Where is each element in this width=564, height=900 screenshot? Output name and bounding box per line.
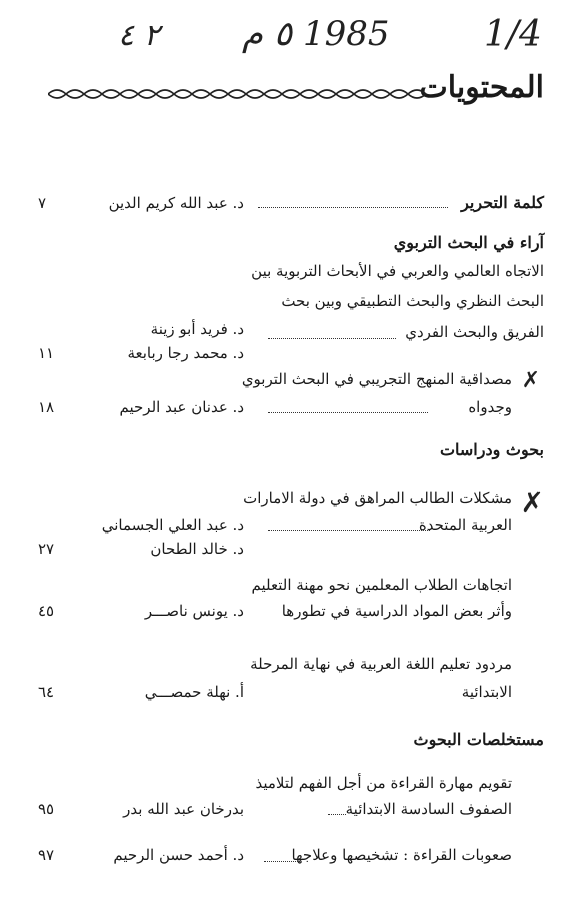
entry-title-line: مصداقية المنهج التجريبي في البحث التربوي	[241, 370, 512, 388]
leader-dots	[268, 338, 396, 339]
entry-title-line: البحث النظري والبحث التطبيقي وبين بحث	[281, 292, 544, 310]
leader-dots	[328, 814, 346, 815]
entry-title-line: تقويم مهارة القراءة من أجل الفهم لتلاميذ	[255, 774, 512, 792]
entry-title-line: اتجاهات الطلاب المعلمين نحو مهنة التعليم	[251, 576, 512, 594]
entry-author: د. يونس ناصـــر	[144, 602, 244, 620]
section-heading-abstracts: مستخلصات البحوث	[413, 730, 544, 749]
handwritten-note-right: 1/4	[484, 14, 542, 55]
entry-title-line: الاتجاه العالمي والعربي في الأبحاث التربوية بين	[251, 262, 544, 280]
entry-page-number: ٦٤	[38, 683, 55, 701]
handwritten-note-middle: 1985 ٥ م	[242, 14, 390, 54]
section-heading-research: بحوث ودراسات	[439, 440, 544, 459]
entry-title-line: الصفوف السادسة الابتدائية	[345, 800, 512, 818]
section-heading-editorial: كلمة التحرير	[461, 193, 544, 212]
leader-dots	[258, 207, 448, 208]
entry-title-line: وجدواه	[468, 398, 512, 416]
leader-dots	[268, 530, 430, 531]
entry-author: د. عدنان عبد الرحيم	[119, 398, 244, 416]
handwritten-x-mark: ✗	[521, 368, 540, 393]
entry-author: د. محمد رجا ربابعة	[127, 344, 244, 362]
entry-title-line: العربية المتحدة	[418, 516, 512, 534]
entry-page-number: ٩٧	[38, 846, 55, 864]
entry-page-number: ٤٥	[38, 602, 55, 620]
entry-title-line: صعوبات القراءة : تشخيصها وعلاجها	[291, 846, 512, 864]
entry-author: د. عبد الله كريم الدين	[108, 194, 244, 212]
entry-page-number: ٧	[38, 194, 47, 212]
entry-author: د. فريد أبو زينة	[150, 320, 244, 338]
handwritten-note-left: ٢ ٤	[118, 18, 160, 53]
section-heading-opinions: آراء في البحث التربوي	[393, 233, 544, 252]
entry-author: د. أحمد حسن الرحيم	[113, 846, 244, 864]
leader-dots	[264, 861, 300, 862]
entry-title-line: الابتدائية	[461, 683, 512, 701]
entry-title-line: مردود تعليم اللغة العربية في نهاية المرحلة	[250, 655, 512, 673]
entry-title-line: مشكلات الطالب المراهق في دولة الامارات	[243, 489, 512, 507]
entry-page-number: ٩٥	[38, 800, 55, 818]
entry-title-line: وأثر بعض المواد الدراسية في تطورها	[281, 602, 512, 620]
entry-author: د. خالد الطحان	[150, 540, 244, 558]
entry-title-line: الفريق والبحث الفردي	[405, 323, 544, 341]
entry-page-number: ١٨	[38, 398, 55, 416]
entry-author: بدرخان عبد الله بدر	[123, 800, 244, 818]
entry-author: أ. نهلة حمصـــي	[144, 683, 244, 701]
entry-page-number: ١١	[38, 344, 55, 362]
entry-author: د. عبد العلي الجسماني	[101, 516, 244, 534]
handwritten-x-mark: ✗	[520, 486, 544, 519]
decorative-braid-divider	[48, 86, 430, 102]
leader-dots	[268, 412, 428, 413]
page-title: المحتويات	[419, 70, 544, 105]
entry-page-number: ٢٧	[38, 540, 55, 558]
